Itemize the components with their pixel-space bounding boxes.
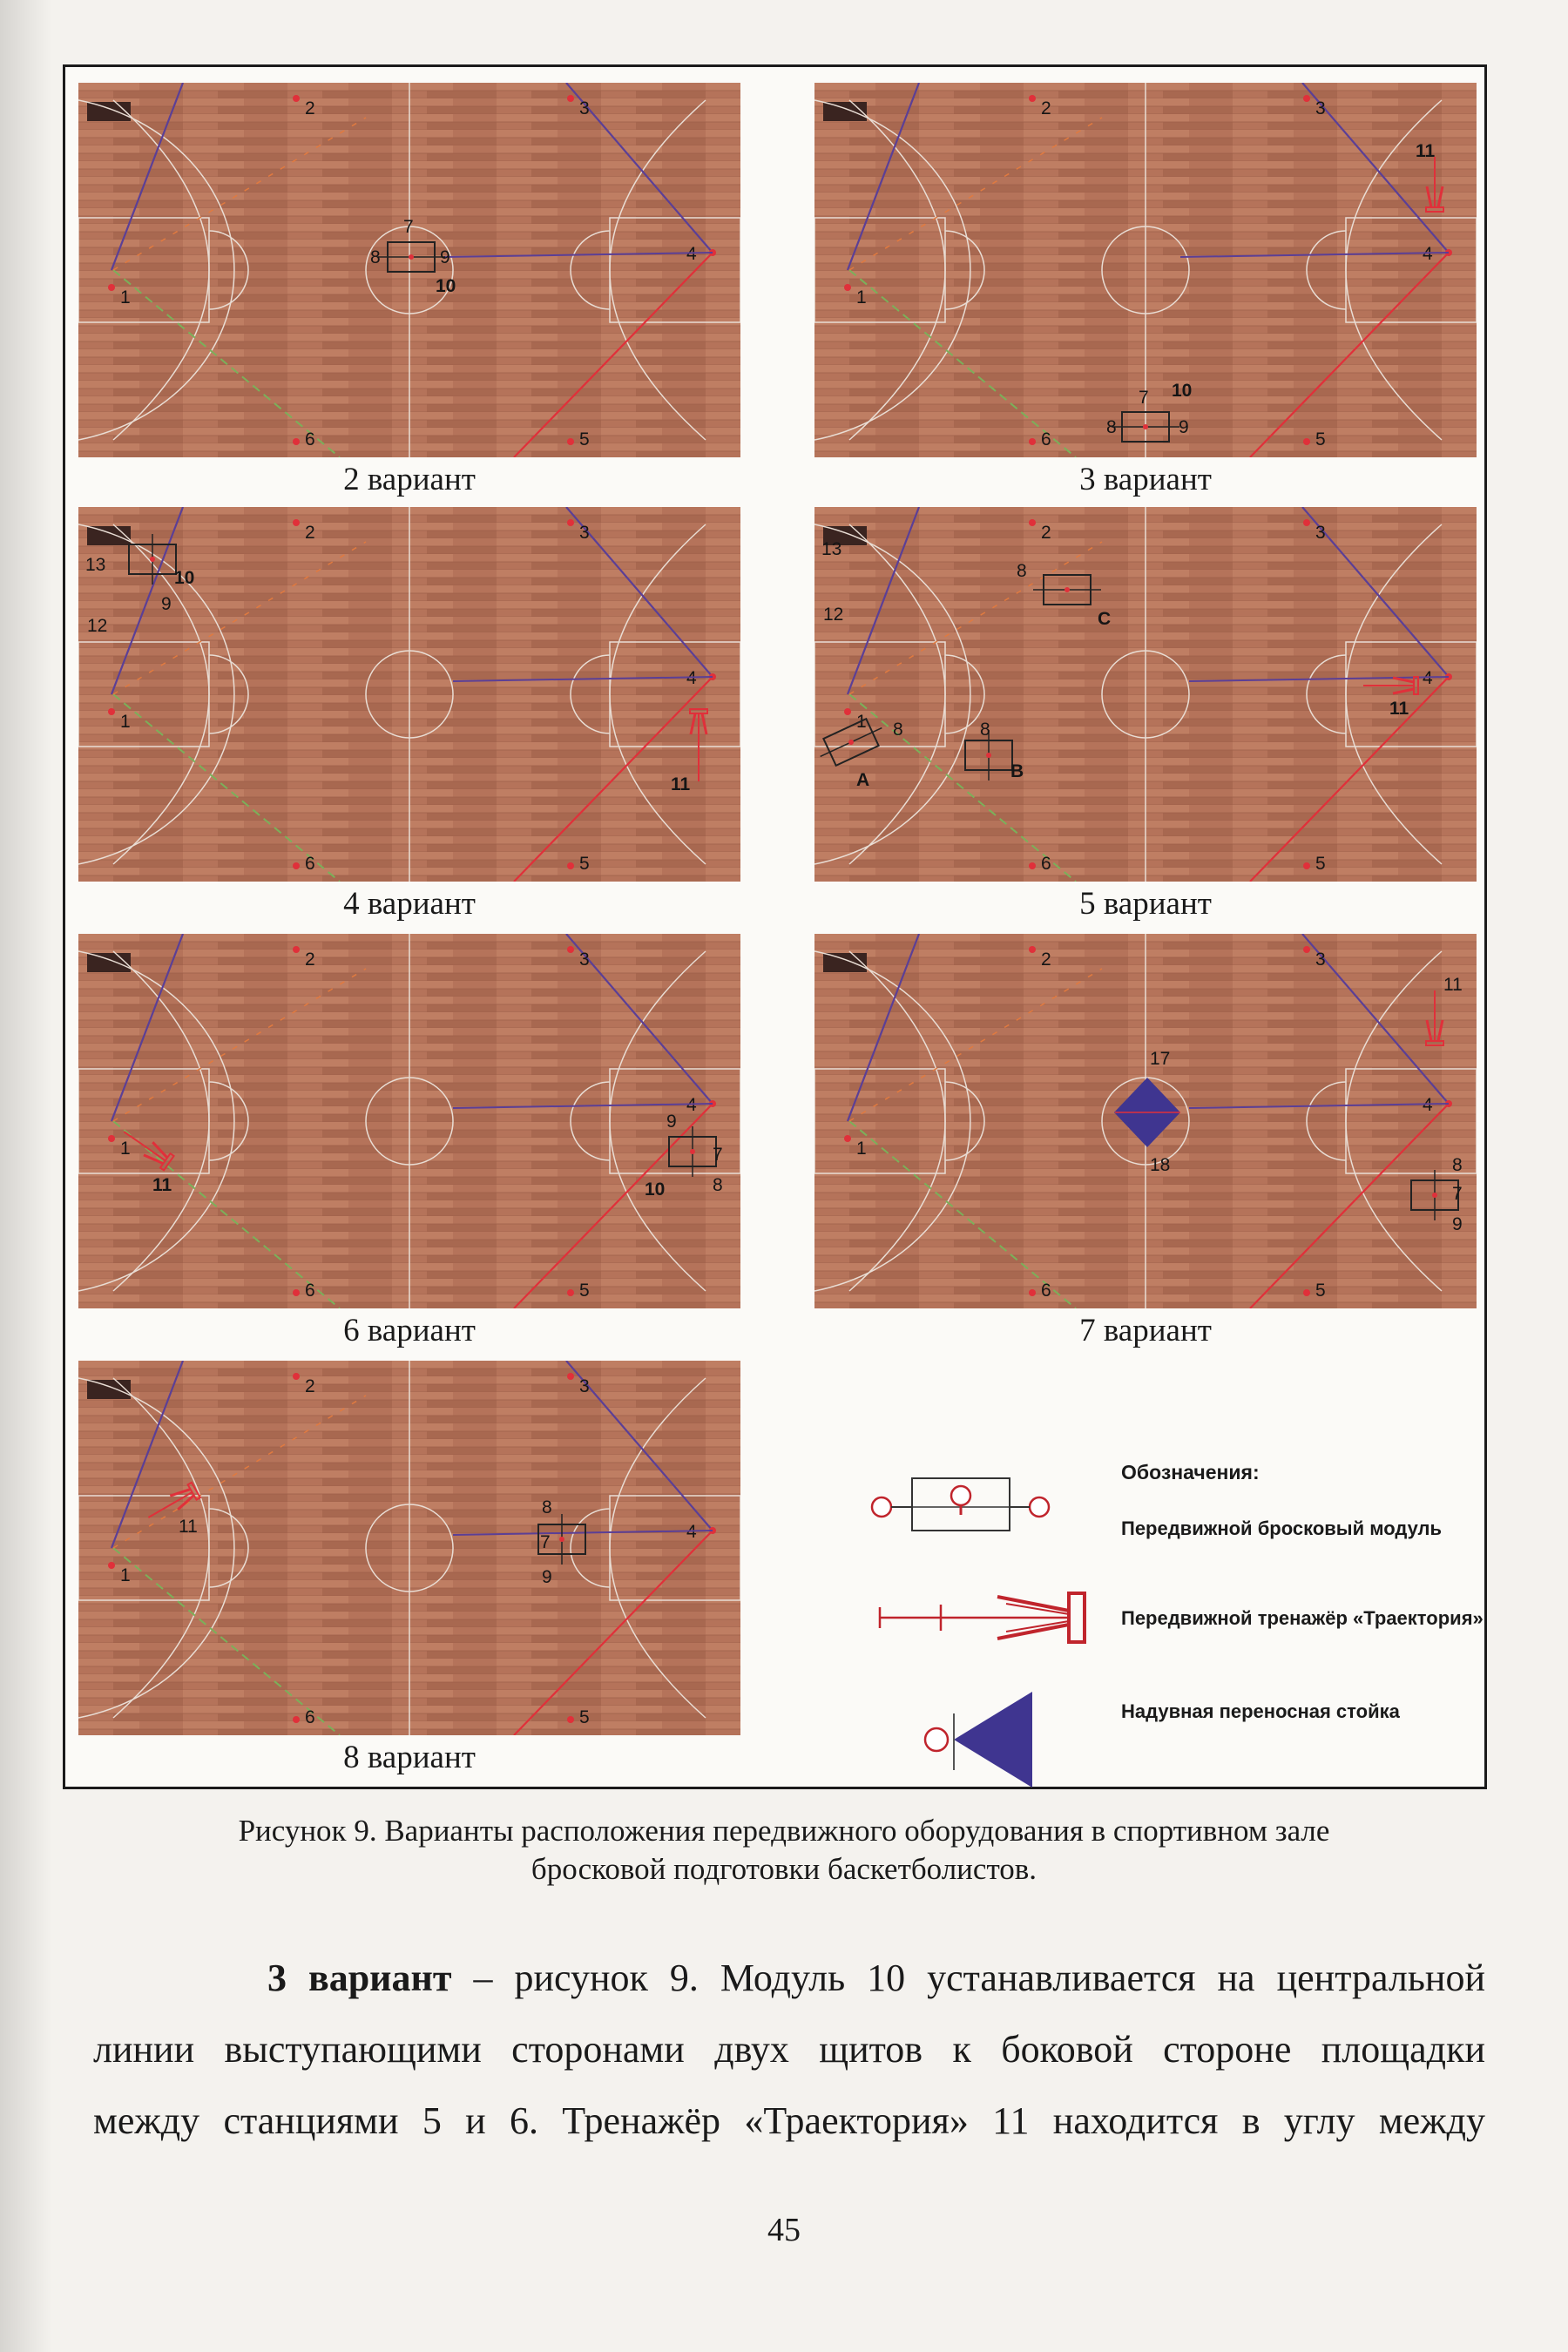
equipment-number: 10 — [436, 276, 456, 296]
court-diagram — [814, 83, 1477, 457]
equipment-number: 12 — [823, 605, 844, 625]
court-diagram — [78, 507, 740, 882]
equipment-number: 17 — [1150, 1049, 1171, 1069]
equipment-number: 18 — [1150, 1155, 1171, 1175]
equipment-number: 8 — [713, 1175, 723, 1195]
court-diagram — [78, 1361, 740, 1735]
station-number: 3 — [1315, 950, 1326, 970]
station-marker — [1029, 95, 1036, 102]
station-marker — [293, 1373, 300, 1380]
station-marker — [567, 946, 574, 953]
court-diagram — [78, 934, 740, 1308]
station-number: 4 — [686, 1095, 697, 1115]
station-marker — [567, 862, 574, 869]
equipment-number: 13 — [821, 539, 842, 559]
station-number: 2 — [305, 1376, 315, 1396]
station-marker — [567, 519, 574, 526]
station-number: 6 — [1041, 854, 1051, 874]
equipment-number: 13 — [85, 555, 106, 575]
equipment-number: 8 — [542, 1497, 552, 1517]
equipment-number: 9 — [542, 1567, 552, 1587]
variant-label: 3 вариант — [1079, 462, 1212, 497]
equipment-number: 8 — [893, 720, 903, 740]
station-number: 3 — [1315, 98, 1326, 118]
station-marker — [1029, 862, 1036, 869]
station-number: 3 — [579, 523, 590, 543]
station-marker — [293, 438, 300, 445]
equipment-number: 7 — [403, 217, 414, 237]
equipment-number: 11 — [671, 774, 691, 794]
court-panel — [814, 934, 1477, 1361]
court-panel — [78, 1361, 740, 1788]
station-number: 1 — [856, 1139, 867, 1159]
station-number: 6 — [305, 1281, 315, 1301]
variant-lead: 3 вариант — [267, 1957, 452, 1999]
court-diagram — [814, 934, 1477, 1308]
station-number: 5 — [1315, 854, 1326, 874]
station-number: 4 — [1423, 1095, 1433, 1115]
station-marker — [1303, 519, 1310, 526]
station-marker — [1029, 438, 1036, 445]
station-number: 1 — [120, 1565, 131, 1585]
station-marker — [108, 284, 115, 291]
station-marker — [844, 1135, 851, 1142]
station-number: 2 — [305, 523, 315, 543]
court-panel — [78, 507, 740, 934]
station-marker — [293, 946, 300, 953]
equipment-number: 11 — [152, 1175, 172, 1195]
station-number: 1 — [120, 712, 131, 732]
station-number: 5 — [579, 854, 590, 874]
station-marker — [567, 1373, 574, 1380]
caption-line-1: Рисунок 9. Варианты расположения передвижного оборудования в спортивном зале — [238, 1814, 1330, 1848]
body-paragraph — [93, 1943, 1485, 2157]
equipment-number: 7 — [1452, 1184, 1463, 1204]
court-panel — [814, 83, 1477, 510]
equipment-number: 8 — [1452, 1155, 1463, 1175]
equipment-number: 8 — [1106, 417, 1117, 437]
legend-title: Обозначения: — [1121, 1461, 1260, 1484]
station-marker — [108, 1562, 115, 1569]
page-number: 45 — [767, 2212, 801, 2248]
station-marker — [567, 1716, 574, 1723]
station-marker — [293, 1716, 300, 1723]
station-marker — [1303, 438, 1310, 445]
equipment-number: 9 — [1179, 417, 1189, 437]
station-number: 5 — [1315, 1281, 1326, 1301]
station-number: 6 — [305, 429, 315, 449]
figure-caption — [87, 1812, 1481, 1889]
equipment-number: 9 — [161, 594, 172, 614]
body-line-1 — [93, 1943, 1485, 2014]
station-marker — [844, 708, 851, 715]
body-line-1-text: – рисунок 9. Модуль 10 устанавливается на центральной — [473, 1957, 1485, 1999]
court-panel — [78, 83, 740, 510]
equipment-number: 7 — [1139, 388, 1149, 408]
zone-letter: C — [1098, 609, 1112, 629]
station-marker — [1029, 519, 1036, 526]
station-number: 1 — [856, 287, 867, 308]
court-diagram — [78, 83, 740, 457]
station-number: 2 — [1041, 950, 1051, 970]
station-number: 4 — [686, 668, 697, 688]
trajectory-trainer-icon — [880, 1593, 1085, 1642]
station-marker — [108, 708, 115, 715]
station-marker — [1029, 1289, 1036, 1296]
station-marker — [567, 438, 574, 445]
station-marker — [293, 862, 300, 869]
equipment-number: 11 — [1416, 141, 1436, 161]
station-number: 5 — [579, 1707, 590, 1727]
station-number: 5 — [579, 1281, 590, 1301]
station-number: 3 — [1315, 523, 1326, 543]
legend — [841, 1417, 1538, 1792]
station-marker — [293, 1289, 300, 1296]
throwing-module-icon — [872, 1478, 1049, 1531]
zone-letter: A — [856, 770, 870, 790]
station-marker — [1303, 862, 1310, 869]
station-marker — [108, 1135, 115, 1142]
body-line-2: линии выступающими сторонами двух щитов к боковой стороне площадки — [93, 2028, 1485, 2071]
inflatable-stand-icon — [925, 1692, 1032, 1788]
legend-item-trainer: Передвижной тренажёр «Траектория» — [1121, 1607, 1484, 1629]
equipment-number: 8 — [980, 720, 990, 740]
variant-label: 5 вариант — [1079, 886, 1212, 922]
station-marker — [293, 95, 300, 102]
variant-label: 4 вариант — [343, 886, 476, 922]
equipment-number: 7 — [713, 1145, 723, 1165]
court-diagram — [814, 507, 1477, 882]
station-number: 5 — [1315, 429, 1326, 449]
body-line-3: между станциями 5 и 6. Тренажёр «Траектория» 11 находится в углу между — [93, 2099, 1485, 2142]
station-number: 2 — [305, 950, 315, 970]
variant-label: 2 вариант — [343, 462, 476, 497]
station-number: 4 — [1423, 668, 1433, 688]
station-number: 2 — [1041, 523, 1051, 543]
equipment-number: 8 — [1017, 561, 1027, 581]
station-marker — [1303, 946, 1310, 953]
zone-letter: B — [1010, 761, 1024, 781]
station-number: 6 — [1041, 1281, 1051, 1301]
station-number: 4 — [686, 1522, 697, 1542]
equipment-number: 10 — [174, 568, 195, 588]
equipment-number: 10 — [1172, 381, 1193, 401]
variant-label: 8 вариант — [343, 1740, 476, 1775]
station-marker — [844, 284, 851, 291]
station-number: 3 — [579, 98, 590, 118]
equipment-number: 10 — [645, 1179, 666, 1200]
station-marker — [567, 1289, 574, 1296]
station-number: 3 — [579, 1376, 590, 1396]
equipment-number: 9 — [440, 247, 450, 267]
court-panel — [78, 934, 740, 1361]
station-marker — [567, 95, 574, 102]
station-marker — [1303, 1289, 1310, 1296]
figure-frame — [63, 64, 1487, 1789]
station-number: 1 — [856, 712, 867, 732]
station-number: 3 — [579, 950, 590, 970]
station-number: 4 — [1423, 244, 1433, 264]
equipment-number: 8 — [370, 247, 381, 267]
legend-item-stand: Надувная переносная стойка — [1121, 1700, 1400, 1722]
station-number: 5 — [579, 429, 590, 449]
legend-item-module: Передвижной бросковый модуль — [1121, 1517, 1443, 1539]
legend-symbols — [841, 1417, 1119, 1792]
court-panel — [814, 507, 1477, 934]
station-number: 1 — [120, 1139, 131, 1159]
equipment-number: 12 — [87, 616, 108, 636]
station-marker — [1303, 95, 1310, 102]
page-shadow — [0, 0, 52, 2352]
station-number: 6 — [305, 1707, 315, 1727]
station-number: 4 — [686, 244, 697, 264]
station-number: 2 — [305, 98, 315, 118]
station-marker — [293, 519, 300, 526]
equipment-number: 7 — [540, 1532, 551, 1552]
equipment-number: 11 — [1443, 975, 1463, 995]
equipment-number: 9 — [1452, 1214, 1463, 1234]
equipment-number: 11 — [1389, 699, 1409, 719]
caption-line-2: бросковой подготовки баскетболистов. — [531, 1852, 1037, 1886]
station-number: 6 — [305, 854, 315, 874]
equipment-number: 9 — [666, 1112, 677, 1132]
variant-label: 6 вариант — [343, 1313, 476, 1348]
station-number: 1 — [120, 287, 131, 308]
variant-label: 7 вариант — [1079, 1313, 1212, 1348]
station-number: 2 — [1041, 98, 1051, 118]
station-marker — [1029, 946, 1036, 953]
equipment-number: 11 — [179, 1517, 198, 1537]
station-number: 6 — [1041, 429, 1051, 449]
